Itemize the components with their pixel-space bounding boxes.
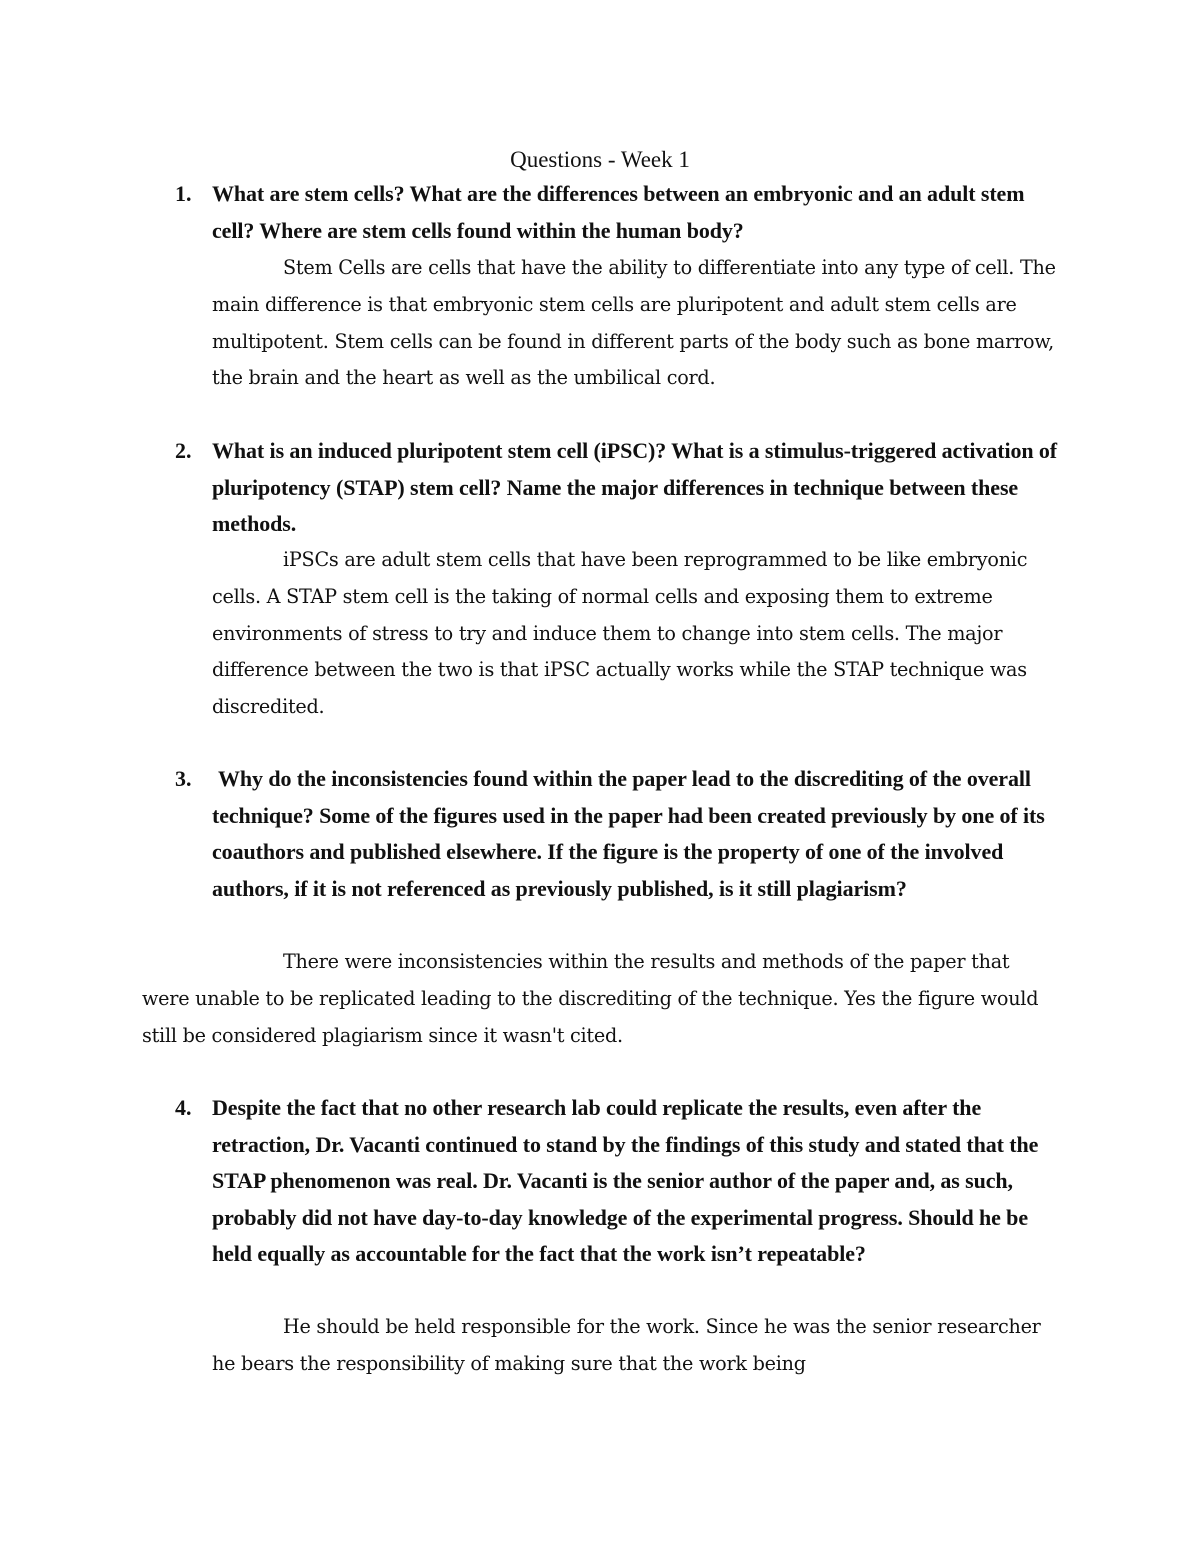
question-number: 2. xyxy=(175,438,192,463)
question-text: What are stem cells? What are the differences between an embryonic and an adult stem cell? Where are stem cells found within the human body? xyxy=(212,181,1025,243)
question-number: 4. xyxy=(175,1095,192,1120)
question-text: Why do the inconsistencies found within the paper lead to the discrediting of the overall technique? Some of the figures used in the paper had been created previously by one of its coauthors and published elsewhere. If the figure is the property of one of the involved authors, if it is not referenced as previously published, is it still plagiarism? xyxy=(212,766,1045,901)
question-text: What is an induced pluripotent stem cell (iPSC)? What is a stimulus-triggered activation of pluripotency (STAP) stem cell? Name the major differences in technique between these methods. xyxy=(212,438,1058,537)
question-number: 3. xyxy=(175,766,192,791)
answer-text: There were inconsistencies within the results and methods of the paper that were unable to be replicated leading to the discrediting of the technique. Yes the figure would still be considered plagiarism since it wasn't cited. xyxy=(142,950,1039,1047)
answer-text: Stem Cells are cells that have the ability to differentiate into any type of cell. The main difference is that embryonic stem cells are pluripotent and adult stem cells are multipotent. Stem cells can be found in different parts of the body such as bone marrow, the brain and the heart as well as the umbilical cord. xyxy=(212,256,1056,390)
answer-text: He should be held responsible for the work. Since he was the senior researcher he bears the responsibility of making sure that the work being xyxy=(212,1315,1041,1375)
question-number: 1. xyxy=(175,181,192,206)
question-text: Despite the fact that no other research lab could replicate the results, even after the retraction, Dr. Vacanti continued to stand by the findings of this study and stated that the STAP phenomenon was real. Dr. Vacanti is the senior author of the paper and, as such, probably did not have day-to-day knowledge of the experimental progress. Should he be held equally as accountable for the fact that the work isn’t repeatable? xyxy=(212,1095,1039,1267)
answer-text: iPSCs are adult stem cells that have been reprogrammed to be like embryonic cells. A STAP stem cell is the taking of normal cells and exposing them to extreme environments of stress to try and induce them to change into stem cells. The major difference between the two is that iPSC actually works while the STAP technique was discredited. xyxy=(212,548,1028,719)
page-title: Questions - Week 1 xyxy=(510,147,690,172)
